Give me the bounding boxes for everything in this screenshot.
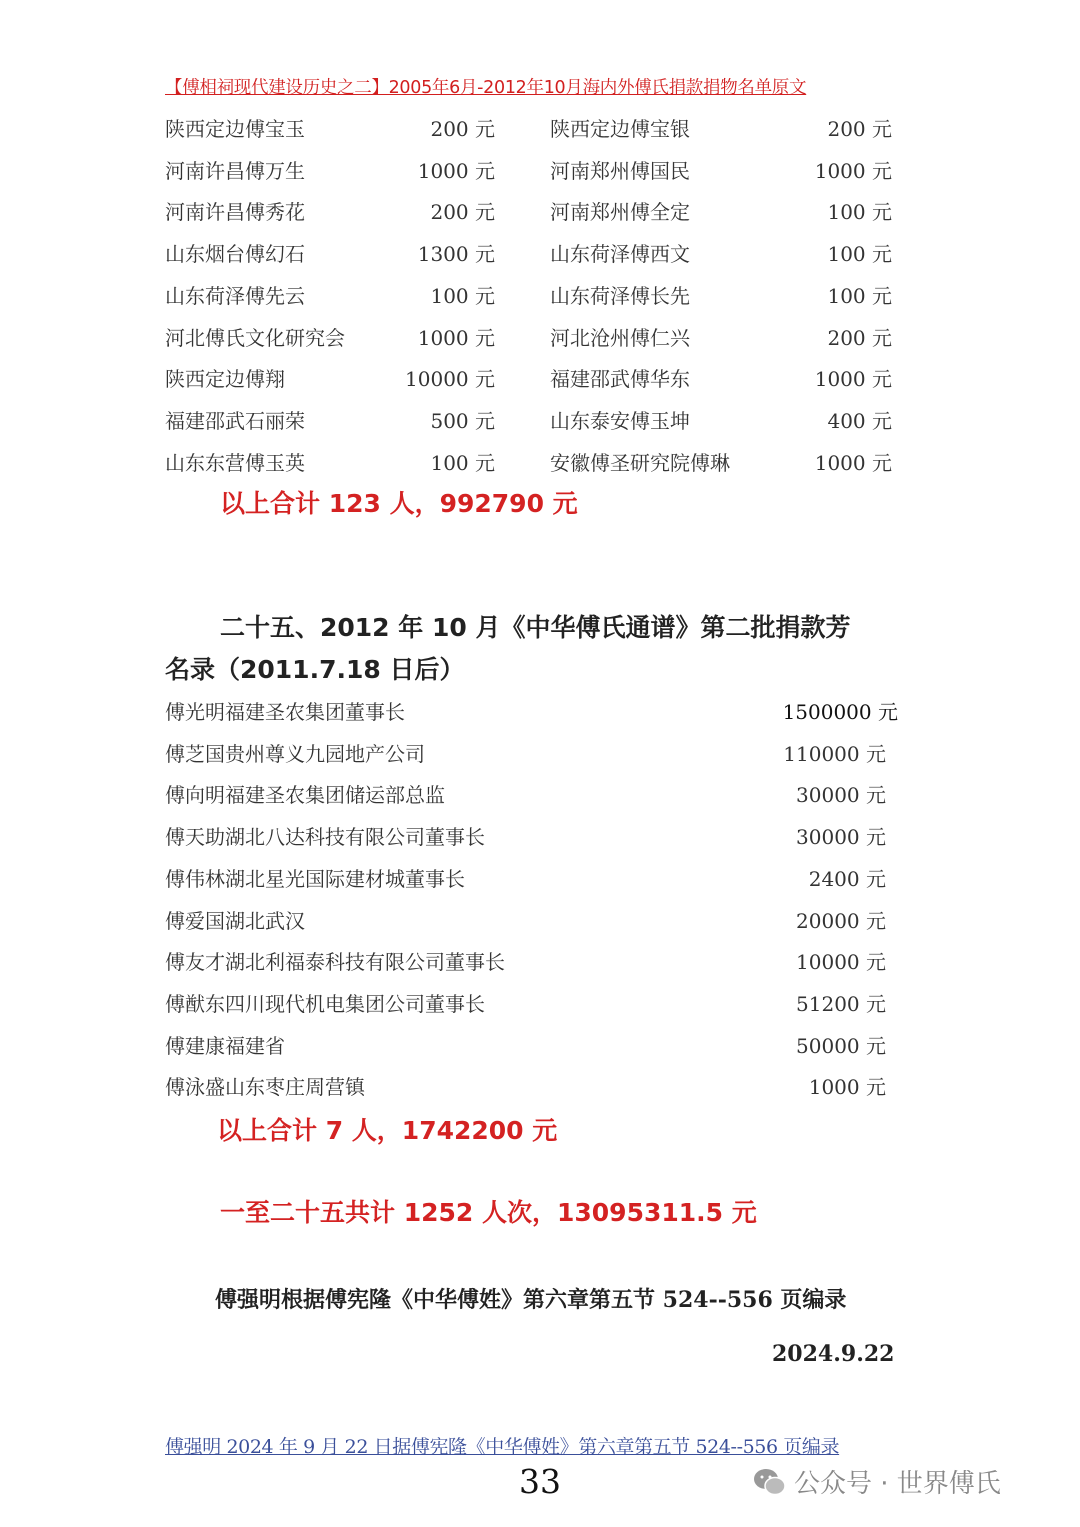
date: 2024.9.22 — [772, 1341, 895, 1367]
donor-amount: 1000 元 — [417, 325, 495, 350]
donor-amount: 10000 元 — [405, 367, 495, 392]
donor-amount: 200 元 — [827, 325, 892, 350]
donor-name: 山东东营傅玉英 — [165, 450, 305, 475]
donor-amount: 30000 元 — [796, 783, 886, 808]
donor-name: 河南许昌傅秀花 — [165, 200, 305, 225]
donor-amount: 400 元 — [827, 408, 892, 433]
donor-row — [165, 946, 900, 976]
donor-row — [165, 988, 900, 1018]
donor-name: 河南郑州傅国民 — [550, 158, 690, 183]
document-header: 【傅相祠现代建设历史之二】2005年6月-2012年10月海内外傅氏捐款捐物名单原文 — [165, 78, 807, 98]
footer-note: 傅强明 2024 年 9 月 22 日据傅宪隆《中华傅姓》第六章第五节 524--556 页编录 — [165, 1436, 840, 1458]
donor-row — [165, 155, 895, 185]
donor-name: 山东荷泽傅长先 — [550, 283, 690, 308]
donor-row — [165, 779, 900, 809]
donor-row — [165, 447, 895, 477]
donor-amount: 51200 元 — [796, 991, 886, 1016]
donor-name: 山东泰安傅玉坤 — [550, 408, 690, 433]
donor-name: 陕西定边傅宝银 — [550, 117, 690, 141]
donor-name: 傅友才湖北利福泰科技有限公司董事长 — [165, 950, 505, 975]
donor-row — [165, 238, 895, 268]
donor-amount: 200 元 — [827, 117, 892, 141]
donor-row — [165, 696, 900, 726]
donor-amount: 100 元 — [430, 450, 495, 475]
watermark-text: 公众号 · 世界傅氏 — [794, 1469, 1001, 1499]
section2-title-line2: 名录（2011.7.18 日后） — [165, 655, 465, 684]
donor-amount: 1000 元 — [814, 367, 892, 392]
donor-row — [165, 863, 900, 893]
donor-row — [165, 280, 895, 310]
donor-row — [165, 363, 895, 393]
donor-amount: 20000 元 — [796, 908, 886, 933]
donor-name: 傅猷东四川现代机电集团公司董事长 — [165, 991, 485, 1016]
donor-amount: 1000 元 — [814, 450, 892, 475]
donor-name: 傅伟林湖北星光国际建材城董事长 — [165, 866, 465, 891]
page-number: 33 — [519, 1462, 561, 1501]
donor-name: 傅建康福建省 — [165, 1033, 285, 1058]
watermark — [752, 1463, 1001, 1500]
donor-name: 傅芝国贵州尊义九园地产公司 — [165, 741, 425, 766]
donor-amount: 30000 元 — [796, 825, 886, 850]
donor-amount: 100 元 — [827, 200, 892, 225]
donor-row — [165, 113, 895, 143]
donor-name: 福建邵武傅华东 — [550, 367, 690, 392]
donor-amount: 500 元 — [430, 408, 495, 433]
section2-title-line1: 二十五、2012 年 10 月《中华傅氏通谱》第二批捐款芳 — [220, 613, 851, 642]
donor-amount: 110000 元 — [783, 741, 886, 766]
donor-name: 傅光明福建圣农集团董事长 — [165, 700, 405, 724]
donor-row — [165, 738, 900, 768]
donor-row — [165, 1030, 900, 1060]
donor-name: 山东荷泽傅先云 — [165, 283, 305, 308]
donor-amount: 100 元 — [827, 283, 892, 308]
donor-amount: 1500000 元 — [782, 700, 898, 724]
donor-row — [165, 322, 895, 352]
donor-name: 傅向明福建圣农集团储运部总监 — [165, 783, 445, 808]
donor-name: 傅泳盛山东枣庄周营镇 — [165, 1075, 365, 1100]
section2-total: 以上合计 7 人，1742200 元 — [217, 1116, 558, 1145]
donor-row — [165, 905, 900, 935]
donor-name: 河北傅氏文化研究会 — [165, 325, 345, 350]
donor-amount: 100 元 — [430, 283, 495, 308]
donor-amount: 100 元 — [827, 242, 892, 267]
donor-amount: 1000 元 — [808, 1075, 886, 1100]
donor-name: 河北沧州傅仁兴 — [550, 325, 690, 350]
donor-name: 河南许昌傅万生 — [165, 158, 305, 183]
donor-name: 河南郑州傅全定 — [550, 200, 690, 225]
donor-amount: 200 元 — [430, 200, 495, 225]
donor-amount: 1000 元 — [814, 158, 892, 183]
donor-name: 安徽傅圣研究院傅琳 — [550, 450, 730, 475]
donor-name: 傅天助湖北八达科技有限公司董事长 — [165, 825, 485, 850]
donor-name: 山东烟台傅幻石 — [165, 242, 305, 267]
grand-total: 一至二十五共计 1252 人次，13095311.5 元 — [220, 1198, 757, 1227]
donor-amount: 200 元 — [430, 117, 495, 141]
donor-name: 福建邵武石丽荣 — [165, 408, 305, 433]
donor-amount: 10000 元 — [796, 950, 886, 975]
donor-name: 傅爱国湖北武汉 — [165, 908, 305, 933]
donor-row — [165, 405, 895, 435]
wechat-icon — [752, 1467, 788, 1497]
donor-name: 陕西定边傅宝玉 — [165, 117, 305, 141]
section1-total: 以上合计 123 人，992790 元 — [220, 489, 578, 518]
compiler-note: 傅强明根据傅宪隆《中华傅姓》第六章第五节 524--556 页编录 — [215, 1287, 847, 1313]
donor-row — [165, 1071, 900, 1101]
donor-amount: 50000 元 — [796, 1033, 886, 1058]
donor-name: 山东荷泽傅西文 — [550, 242, 690, 267]
donor-name: 陕西定边傅翔 — [165, 367, 285, 392]
donor-row — [165, 821, 900, 851]
donor-amount: 1300 元 — [417, 242, 495, 267]
donor-amount: 1000 元 — [417, 158, 495, 183]
donor-amount: 2400 元 — [808, 866, 886, 891]
donor-row — [165, 196, 895, 226]
